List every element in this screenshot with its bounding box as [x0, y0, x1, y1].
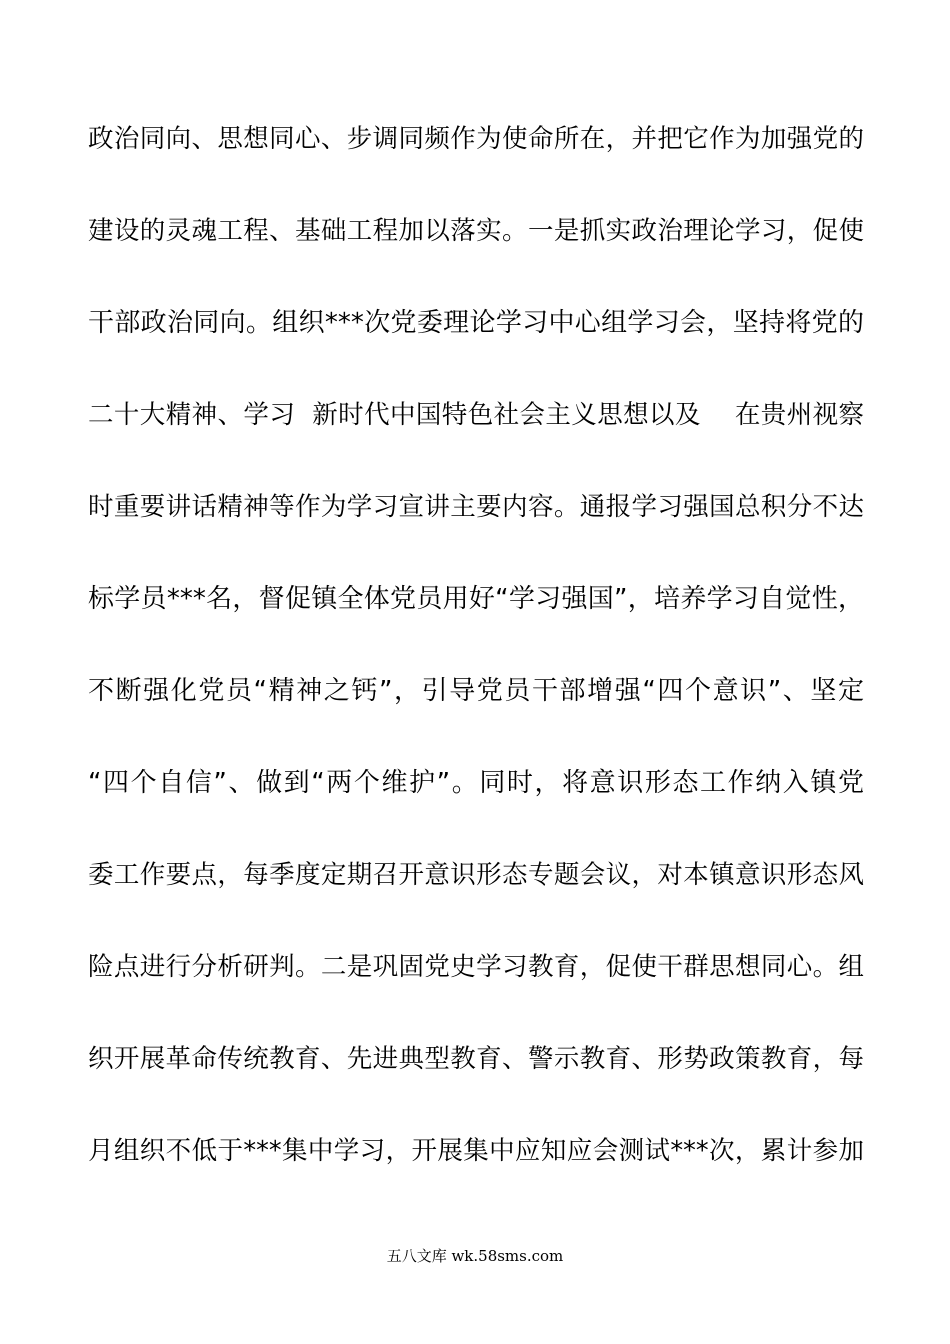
text-line-7: 不断强化党员“精神之钙”，引导党员干部增强“四个意识”、坚定 [88, 676, 864, 706]
page-footer: 五八文库 wk.58sms.com [386, 1247, 564, 1265]
text-line-1: 政治同向、思想同心、步调同频作为使命所在，并把它作为加强党的 [88, 124, 864, 154]
text-line-12: 月组织不低于***集中学习，开展集中应知应会测试***次，累计参加 [88, 1136, 864, 1166]
text-line-4: 二十大精神、学习 新时代中国特色社会主义思想以及 在贵州视察 [88, 400, 864, 430]
text-line-6: 标学员***名，督促镇全体党员用好“学习强国”，培养学习自觉性， [88, 584, 864, 614]
text-line-10: 险点进行分析研判。二是巩固党史学习教育，促使干群思想同心。组 [88, 952, 864, 982]
text-line-3: 干部政治同向。组织***次党委理论学习中心组学习会，坚持将党的 [88, 308, 864, 338]
text-line-2: 建设的灵魂工程、基础工程加以落实。一是抓实政治理论学习，促使 [88, 216, 864, 246]
text-line-11: 织开展革命传统教育、先进典型教育、警示教育、形势政策教育，每 [88, 1044, 864, 1074]
text-line-5: 时重要讲话精神等作为学习宣讲主要内容。通报学习强国总积分不达 [88, 492, 864, 522]
text-line-8: “四个自信”、做到“两个维护”。同时，将意识形态工作纳入镇党 [88, 768, 864, 798]
body-text [88, 116, 864, 1220]
text-line-9: 委工作要点，每季度定期召开意识形态专题会议，对本镇意识形态风 [88, 860, 864, 890]
